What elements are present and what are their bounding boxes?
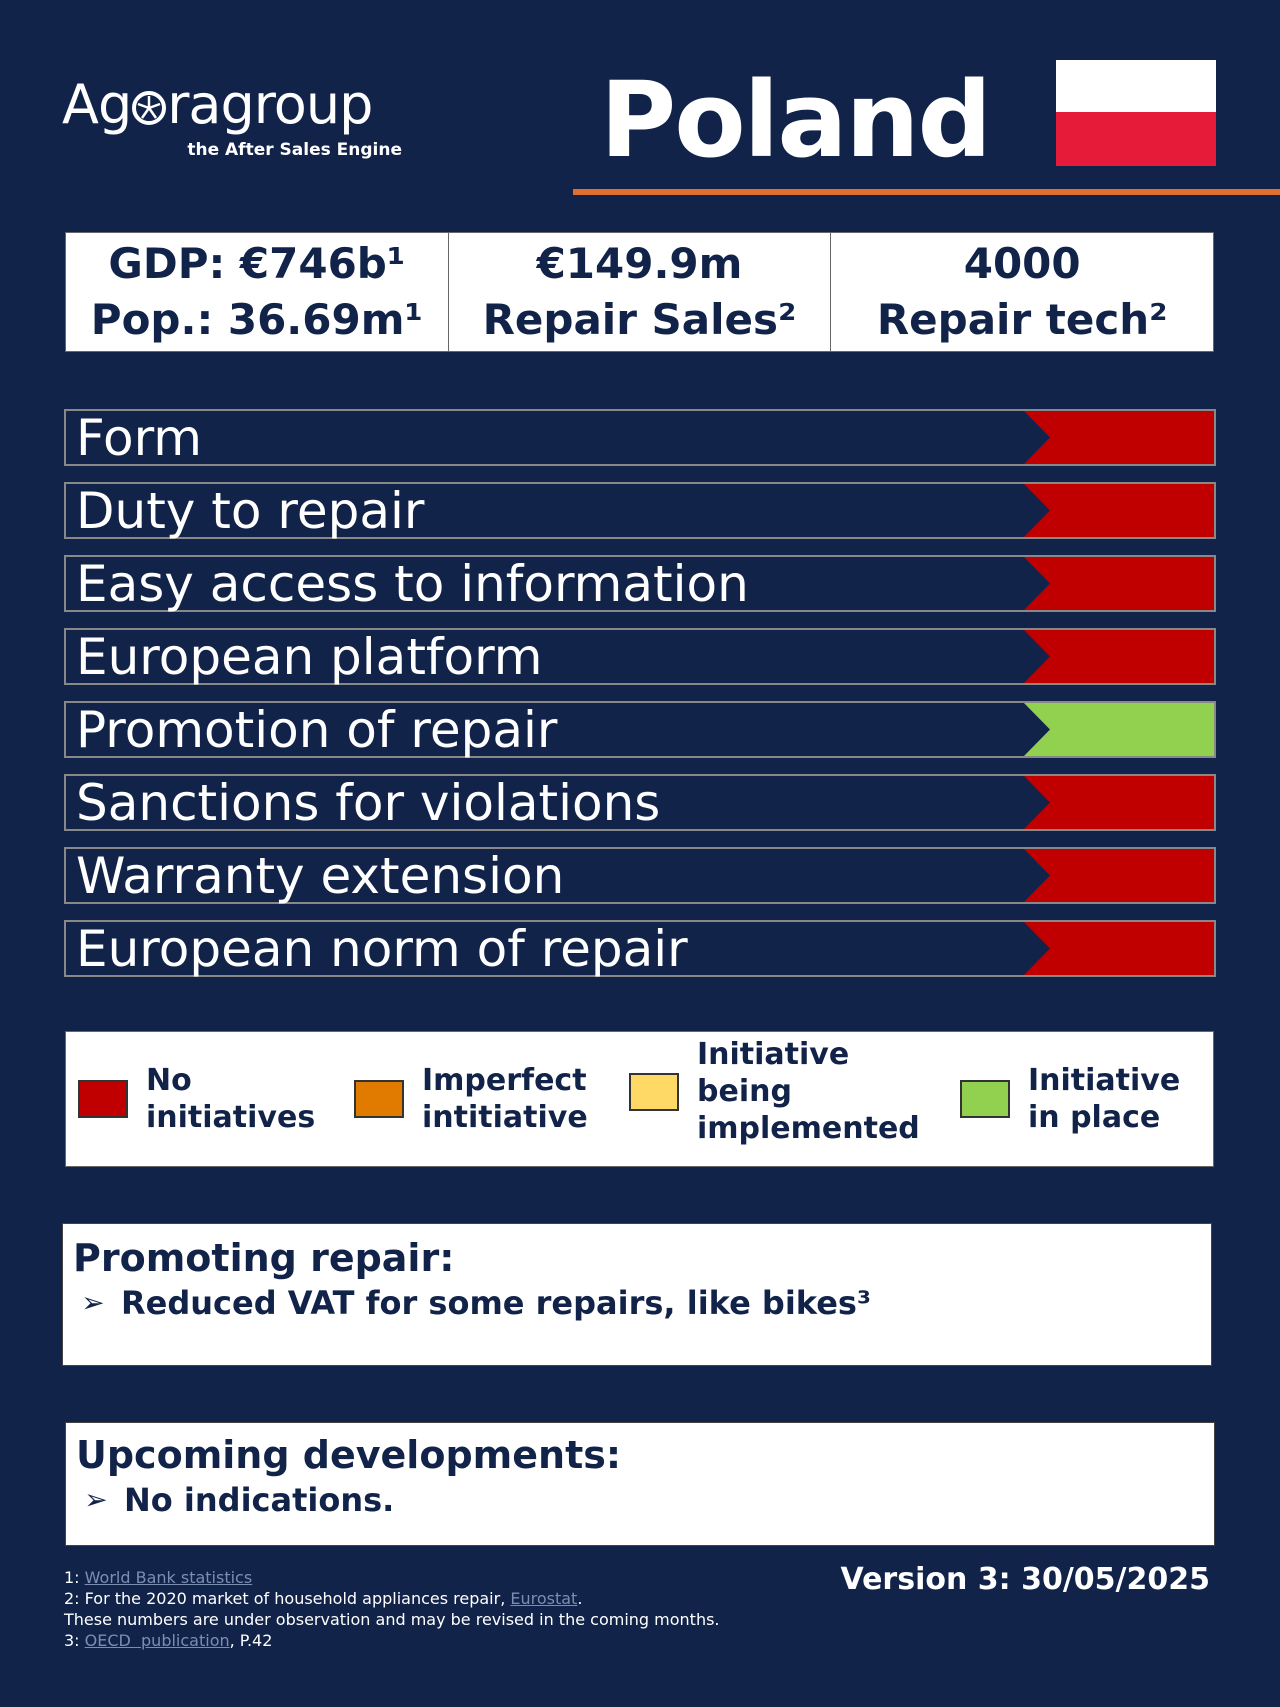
status-arrow-icon bbox=[1024, 849, 1214, 902]
criteria-label: European platform bbox=[76, 628, 543, 686]
footnote-prefix: 3: bbox=[64, 1631, 85, 1650]
criteria-list bbox=[64, 409, 1216, 993]
status-indicator bbox=[1024, 849, 1214, 902]
agoragroup-logo bbox=[62, 73, 402, 160]
world-bank-link[interactable]: World Bank statistics bbox=[84, 1568, 253, 1587]
promoting-repair-title: Promoting repair: bbox=[73, 1236, 455, 1280]
legend-label: Initiative being implemented bbox=[697, 1037, 920, 1146]
stat-line: €149.9m bbox=[536, 239, 743, 288]
footnote-suffix: . bbox=[577, 1589, 583, 1608]
criteria-label: Promotion of repair bbox=[76, 701, 558, 759]
status-indicator bbox=[1024, 411, 1214, 464]
criteria-label: Form bbox=[76, 409, 202, 467]
criteria-label: Duty to repair bbox=[76, 482, 425, 540]
header-divider bbox=[573, 189, 1280, 195]
promoting-repair-item bbox=[73, 1282, 1201, 1324]
legend-item-no-initiatives bbox=[78, 1062, 315, 1136]
footnote-suffix: , P.42 bbox=[229, 1631, 273, 1650]
criteria-label: Warranty extension bbox=[76, 847, 565, 905]
status-indicator bbox=[1024, 630, 1214, 683]
criteria-row bbox=[64, 628, 1216, 685]
status-indicator bbox=[1024, 484, 1214, 537]
criteria-row bbox=[64, 555, 1216, 612]
criteria-row bbox=[64, 409, 1216, 466]
arrow-bullet-icon: ➢ bbox=[84, 1483, 108, 1516]
legend-swatch bbox=[78, 1080, 128, 1118]
stat-repair-tech bbox=[831, 233, 1213, 351]
flag-red-stripe bbox=[1056, 112, 1216, 166]
status-arrow-icon bbox=[1024, 703, 1214, 756]
criteria-row bbox=[64, 774, 1216, 831]
flag-white-stripe bbox=[1056, 60, 1216, 112]
footnote-3 bbox=[64, 1630, 720, 1651]
country-title: Poland bbox=[600, 59, 990, 181]
logo-wordmark: Ag ragroup bbox=[62, 73, 373, 136]
promoting-repair-text: Reduced VAT for some repairs, like bikes³ bbox=[121, 1284, 871, 1322]
status-arrow-icon bbox=[1024, 922, 1214, 975]
stat-line: GDP: €746b¹ bbox=[108, 239, 406, 288]
stat-line: 4000 bbox=[963, 239, 1081, 288]
arrow-bullet-icon: ➢ bbox=[81, 1286, 105, 1319]
criteria-label: Sanctions for violations bbox=[76, 774, 661, 832]
stat-line: Repair Sales² bbox=[482, 295, 797, 344]
stat-line: Repair tech² bbox=[876, 295, 1168, 344]
eurostat-link[interactable]: Eurostat bbox=[510, 1589, 578, 1608]
upcoming-developments-item bbox=[76, 1479, 1204, 1521]
legend-label: Initiative in place bbox=[1028, 1063, 1181, 1135]
status-arrow-icon bbox=[1024, 630, 1214, 683]
upcoming-developments-box bbox=[65, 1422, 1215, 1546]
status-arrow-icon bbox=[1024, 484, 1214, 537]
status-legend bbox=[65, 1031, 1214, 1167]
logo-tagline: the After Sales Engine bbox=[187, 140, 402, 160]
status-indicator bbox=[1024, 557, 1214, 610]
upcoming-developments-title: Upcoming developments: bbox=[76, 1433, 622, 1477]
legend-swatch bbox=[629, 1073, 679, 1111]
legend-label: Imperfect intitiative bbox=[422, 1063, 588, 1135]
status-arrow-icon bbox=[1024, 776, 1214, 829]
stat-line: Pop.: 36.69m¹ bbox=[90, 295, 423, 344]
criteria-label: Easy access to information bbox=[76, 555, 749, 613]
footnote-note: These numbers are under observation and may be revised in the coming months. bbox=[64, 1610, 720, 1629]
criteria-row bbox=[64, 701, 1216, 758]
criteria-label: European norm of repair bbox=[76, 920, 688, 978]
footnotes bbox=[64, 1567, 720, 1651]
legend-swatch bbox=[354, 1080, 404, 1118]
legend-item-being-implemented bbox=[629, 1036, 920, 1147]
status-arrow-icon bbox=[1024, 557, 1214, 610]
status-arrow-icon bbox=[1024, 411, 1214, 464]
footnote-prefix: 2: For the 2020 market of household appliances repair, bbox=[64, 1589, 511, 1608]
criteria-row bbox=[64, 920, 1216, 977]
status-indicator bbox=[1024, 776, 1214, 829]
legend-item-in-place bbox=[960, 1062, 1180, 1136]
footnote-1 bbox=[64, 1567, 720, 1588]
status-indicator bbox=[1024, 703, 1214, 756]
upcoming-developments-text: No indications. bbox=[124, 1481, 395, 1519]
legend-item-imperfect bbox=[354, 1062, 588, 1136]
logo-wheel-icon bbox=[132, 91, 166, 125]
footnote-2 bbox=[64, 1588, 720, 1609]
poland-flag-icon bbox=[1056, 60, 1216, 166]
stat-repair-sales bbox=[449, 233, 832, 351]
status-indicator bbox=[1024, 922, 1214, 975]
criteria-row bbox=[64, 847, 1216, 904]
stats-panel bbox=[65, 232, 1214, 352]
legend-label: No initiatives bbox=[146, 1063, 316, 1135]
criteria-row bbox=[64, 482, 1216, 539]
stat-gdp-population bbox=[66, 233, 449, 351]
oecd-link[interactable]: OECD publication bbox=[84, 1631, 230, 1650]
legend-swatch bbox=[960, 1080, 1010, 1118]
promoting-repair-box bbox=[62, 1223, 1212, 1366]
version-label: Version 3: 30/05/2025 bbox=[840, 1562, 1210, 1597]
footnote-prefix: 1: bbox=[64, 1568, 85, 1587]
